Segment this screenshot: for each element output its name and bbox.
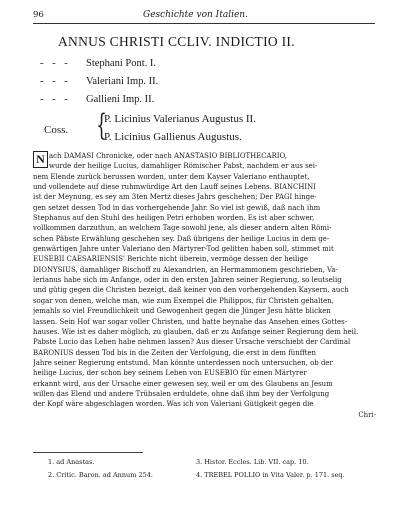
text-line: sogar von denen, welche man, wie zum Exempel die Philippos, für Christen gehalten,: [33, 296, 334, 305]
footnote-4: 4. TREBEL POLLIO in Vita Valer. p. 171. seq.: [196, 471, 345, 479]
text-line: Stephanus auf den Stuhl des heiligen Petri erhoben worden. Es ist aber schwer,: [33, 214, 315, 223]
text-line: heilige Lucius, der schon bey seinem Leben von EUSEBIO für einen Märtyrer: [33, 369, 307, 378]
year-heading: ANNUS CHRISTI CCLIV. INDICTIO II.: [58, 34, 295, 49]
text-line: genwärtigen Jahre unter Valeriano den Märtyrer-Tod gelitten haben soll, stimmet mit: [33, 245, 334, 254]
main-text: [33, 151, 376, 420]
text-line: der Kopf wäre abgeschlagen worden. Was ich von Valeriani Gütigkeit gegen die: [33, 400, 314, 409]
text-line: willen das Elend und andere Trübsalen erduldete, ohne daß ihm bey der Verfolgung: [33, 389, 330, 398]
ditto-dashes: - - -: [40, 94, 71, 105]
footnote-rule: [33, 452, 143, 453]
text-line: wurde der heilige Lucius, damahliger Römischer Pabst, nachdem er aus sei-: [49, 162, 318, 171]
footnote-1: 1. ad Anastas.: [48, 458, 95, 466]
regnal-text: Stephani Pont. I.: [86, 58, 156, 69]
text-line: schen Päbste Erwählung geschehen sey. Daß übrigens der heilige Lucius in dem ge-: [33, 234, 330, 243]
text-line: gen setzet dessen Tod in das vorhergehende Jahr. So viel ist gewiß, daß nach ihm: [33, 203, 321, 212]
regnal-text: Gallieni Imp. II.: [86, 94, 155, 105]
consul-line-1: P. Licinius Valerianus Augustus II.: [104, 113, 256, 125]
regnal-line-valerian: [40, 76, 158, 87]
text-line: ist der Meynung, es sey am 3ten Mertz dieses Jahrs geschehen; Der PAGI hinge-: [33, 193, 317, 202]
ditto-dashes: - - -: [40, 58, 71, 69]
catchword: Chri-: [358, 410, 376, 419]
text-line: erkannt wird, aus der Ursache einer gewesen sey, weil er um des Glaubens an Jesum: [33, 379, 333, 388]
text-line: und vollendete auf diese ruhmwürdige Art den Lauff seines Lebens. BIANCHINI: [33, 183, 316, 192]
ditto-dashes: - - -: [40, 76, 71, 87]
page-number: 96: [33, 10, 44, 20]
text-line: jemahls so viel Freundlichkeit und Gewogenheit gegen die Jünger Jesu hätte blicken: [33, 307, 331, 316]
consul-line-2: P. Licinius Gallienus Augustus.: [104, 131, 242, 143]
text-line: ach DAMASI Chronicke, oder nach ANASTASIO BIBLIOTHECARIO,: [49, 152, 288, 160]
text-line: Jahre seiner Regierung entstund. Man könnte unterdessen noch untersuchen, ob der: [33, 358, 333, 367]
running-title: Geschichte von Italien.: [143, 10, 248, 20]
footnote-3: 3. Histor. Eccles. Lib. VII. cap. 10.: [196, 458, 309, 466]
text-line: nem Elende zurück berussen worden, unter dem Kayser Valeriano enthauptet,: [33, 172, 310, 181]
regnal-text: Valeriani Imp. II.: [86, 76, 159, 87]
text-line: hauses. Wie ist es daher möglich, zu glauben, daß er zu Anfange seiner Regierung dem heil.: [33, 327, 359, 336]
header-rule: [33, 23, 375, 24]
regnal-line-pope: [40, 58, 156, 69]
text-line: BARONIUS dessen Tod bis in die Zeiten der Verfolgung, die erst in dem fünfften: [33, 348, 317, 357]
consuls-brace: {: [96, 108, 107, 143]
footnote-2: 2. Critic. Baron. ad Annum 254.: [48, 471, 153, 479]
text-line: vollkommen darzuthun, an welchem Tage sowohl jene, als dieser andern alten Römi-: [33, 224, 332, 233]
text-line: DIONYSIUS, damahliger Bischoff zu Alexandrien, an Hermammonem geschrieben, Va-: [33, 265, 338, 274]
text-line: lassen. Sein Hof war sogar voller Christen, und hatte beynahe das Ansehen eines Gottes-: [33, 317, 348, 326]
regnal-line-gallienus: [40, 94, 154, 105]
consuls-label: Coss.: [44, 124, 69, 136]
text-line: EUSEBII CAESARIENSIS' Berichte nicht überein, vermöge dessen der heilige: [33, 255, 309, 264]
drop-cap: N: [33, 151, 48, 168]
text-line: lerianus habe sich im Anfange, oder in den ersten Jahren seiner Regierung, so leutselig: [33, 276, 342, 285]
text-line: und gütig gegen die Christen bezeigt, daß keiner von den vorhergehenden Kaysern, auch: [33, 286, 349, 295]
text-line: Pabste Lucio das Leben habe nehmen lassen? Aus dieser Ursache verschiebt der Cardinal: [33, 338, 351, 347]
page-header: [33, 10, 375, 22]
